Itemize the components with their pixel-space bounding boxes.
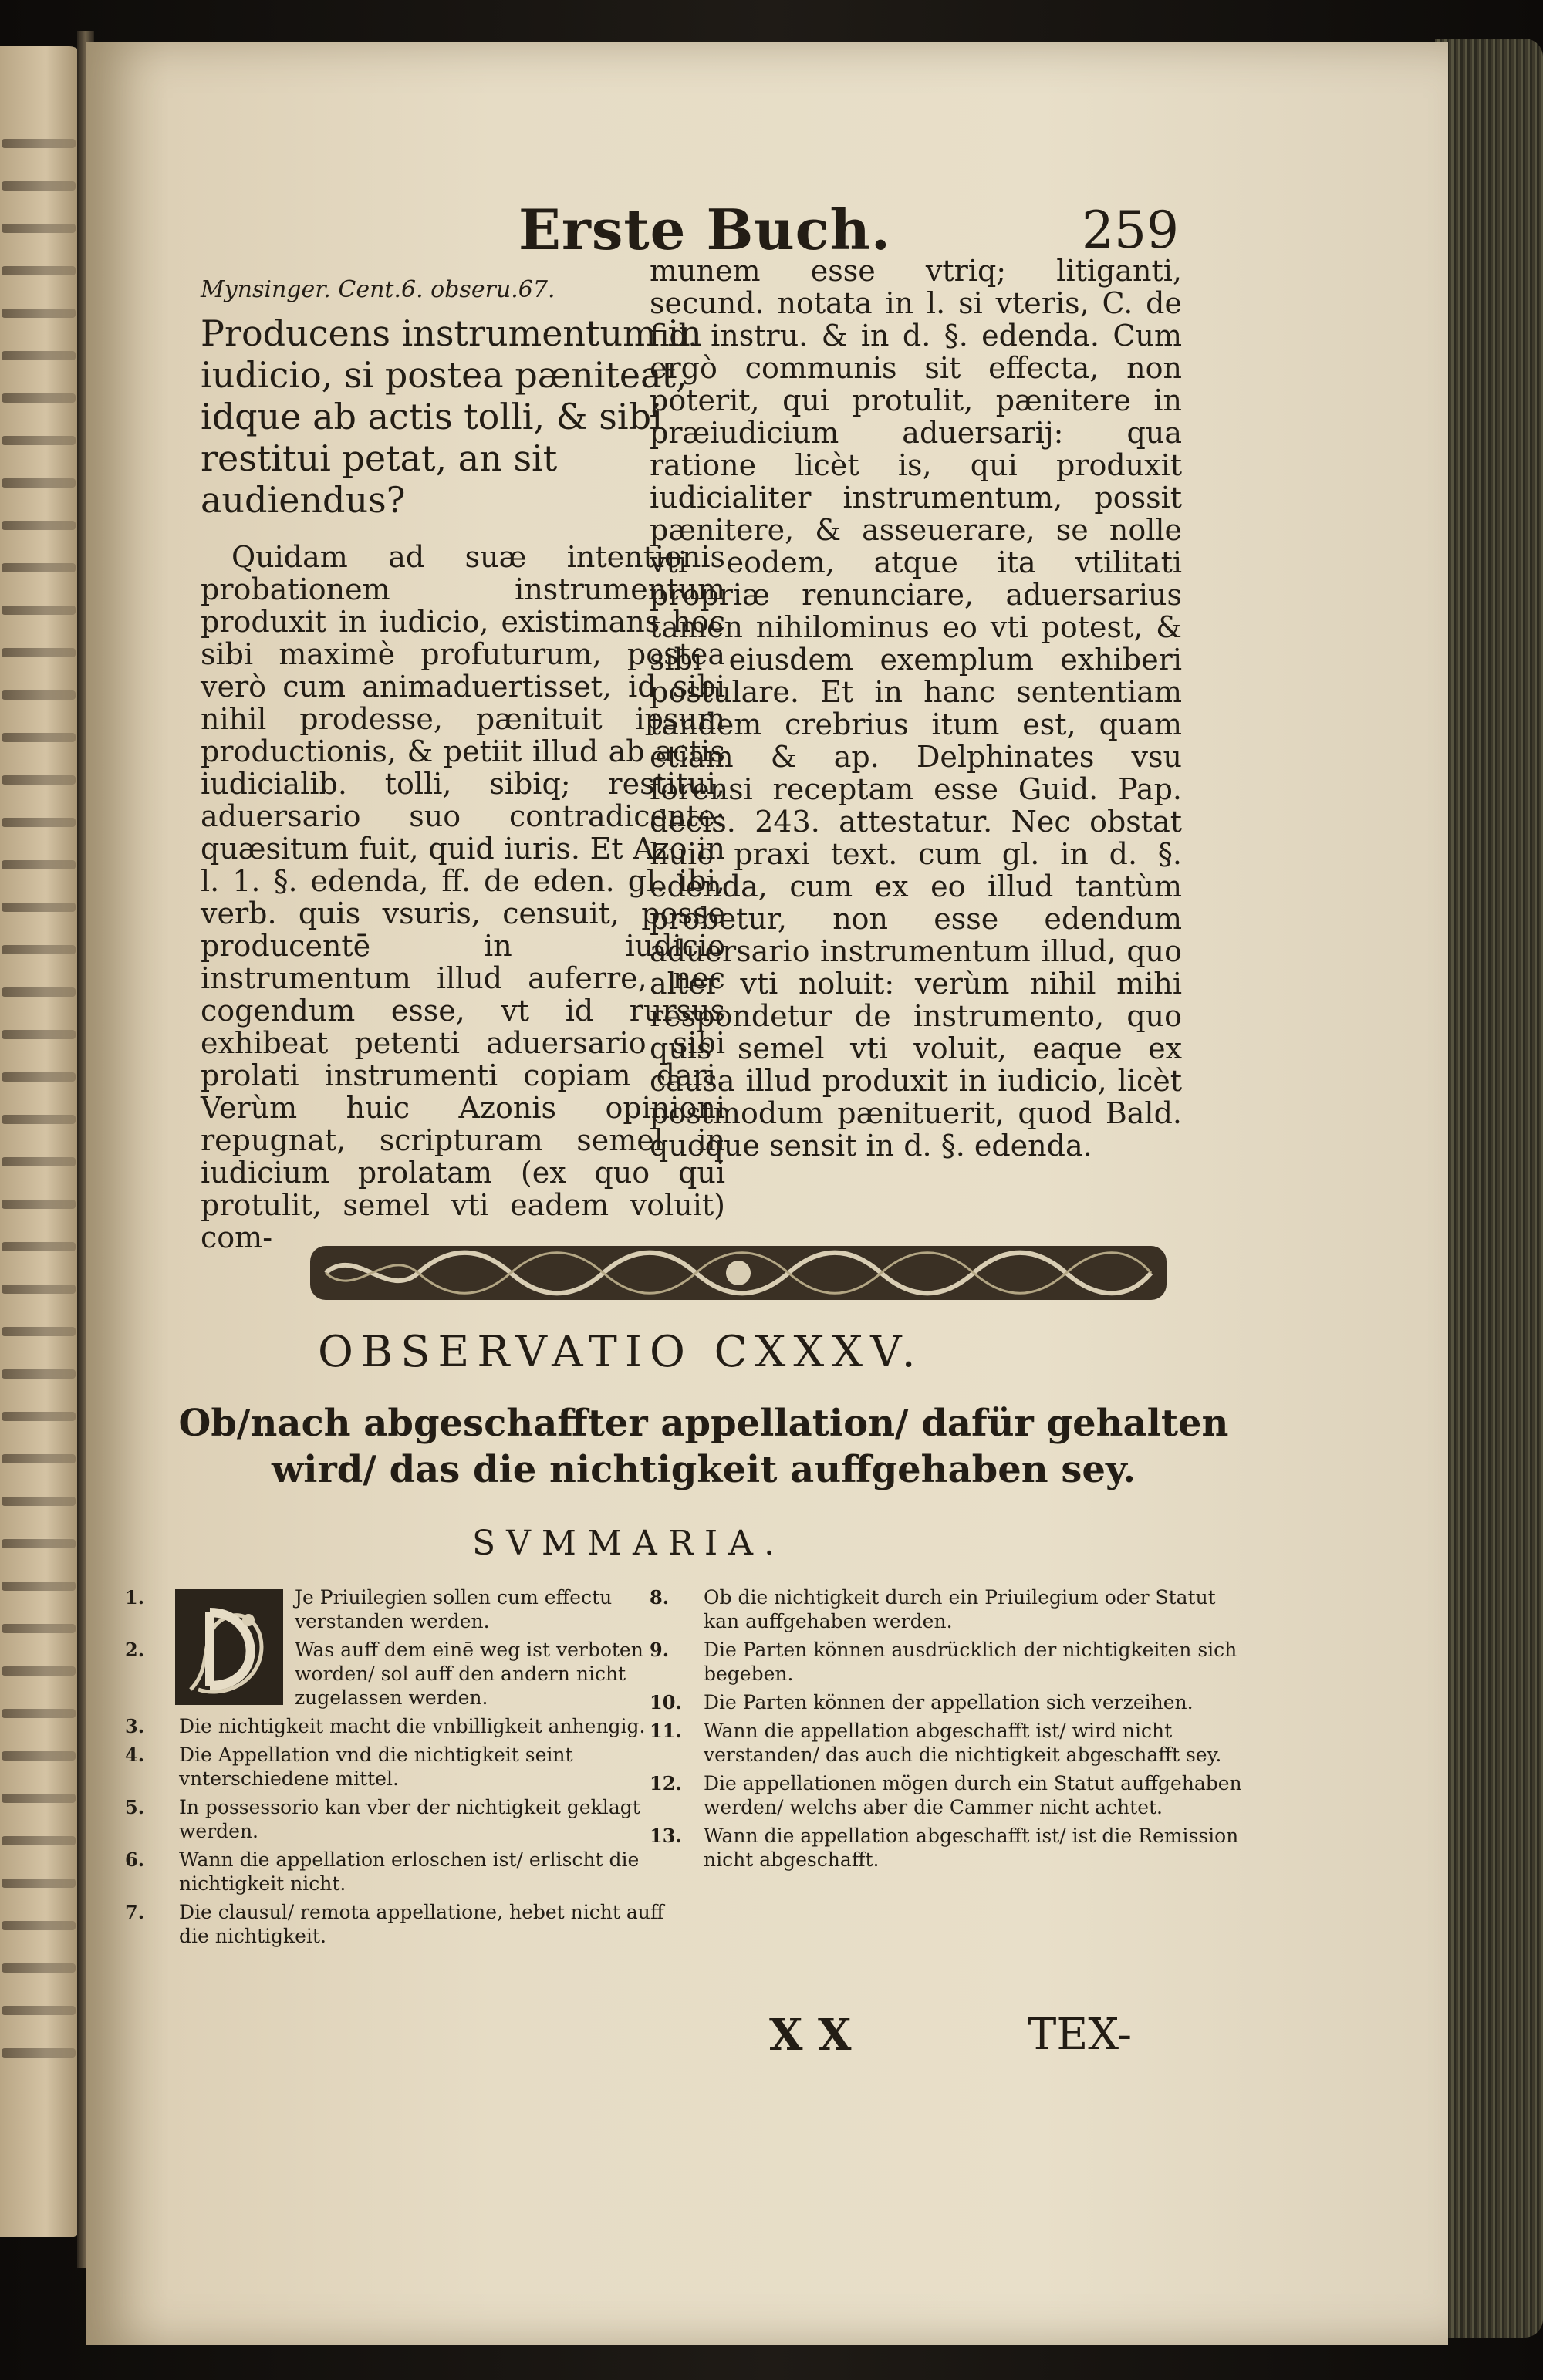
summary-text: Wann die appellation erloschen ist/ erlischt die nichtigkeit nicht. bbox=[179, 1848, 640, 1895]
page-edges bbox=[1435, 39, 1543, 2338]
list-item bbox=[650, 1824, 1244, 1872]
summary-number: 9. bbox=[650, 1639, 670, 1661]
citation: Mynsinger. Cent.6. obseru.67. bbox=[201, 276, 555, 303]
list-item bbox=[125, 1638, 665, 1710]
observation-heading bbox=[160, 1400, 1248, 1493]
question-heading: Producens instrumentum in iudicio, si postea pæniteat, idque ab actis tolli, & sibi restitui petat, an sit audiendus? bbox=[201, 312, 702, 521]
summary-number: 4. bbox=[125, 1744, 145, 1766]
list-item bbox=[125, 1585, 665, 1633]
summary-text: Die appellationen mögen durch ein Statut auffgehaben werden/ welchs aber die Cammer nicht achtet. bbox=[704, 1772, 1242, 1818]
list-item bbox=[125, 1714, 665, 1738]
signature-mark: X X bbox=[769, 2010, 852, 2061]
observation-heading-line-2: wird/ das die nichtigkeit auffgehaben sey. bbox=[271, 1448, 1136, 1491]
summary-number: 1. bbox=[125, 1586, 145, 1609]
running-head: Erste Buch. bbox=[518, 197, 891, 262]
book-page bbox=[86, 42, 1448, 2345]
page-number: 259 bbox=[1082, 201, 1179, 260]
right-column bbox=[650, 255, 1182, 1162]
list-item bbox=[125, 1743, 665, 1791]
summary-number: 11. bbox=[650, 1720, 682, 1742]
summaria-left-list bbox=[125, 1585, 665, 1953]
summary-number: 7. bbox=[125, 1901, 145, 1923]
list-item bbox=[650, 1771, 1244, 1819]
summary-text: Die clausul/ remota appellatione, hebet nicht auff die nichtigkeit. bbox=[179, 1901, 664, 1947]
summary-text: Was auff dem einē weg ist verboten worden/ sol auff den andern nicht zugelassen werden. bbox=[295, 1639, 643, 1709]
summary-number: 13. bbox=[650, 1825, 682, 1847]
summary-text: Die Appellation vnd die nichtigkeit seint vnterschiedene mittel. bbox=[179, 1744, 573, 1790]
summary-number: 10. bbox=[650, 1691, 682, 1713]
left-column bbox=[201, 274, 725, 1254]
summary-text: Je Priuilegien sollen cum effectu verstanden werden. bbox=[295, 1586, 613, 1632]
list-item bbox=[125, 1795, 665, 1843]
summary-number: 8. bbox=[650, 1586, 670, 1609]
summary-text: Die Parten können ausdrücklich der nichtigkeiten sich begeben. bbox=[704, 1639, 1237, 1685]
list-item bbox=[650, 1690, 1244, 1714]
list-item bbox=[125, 1900, 665, 1948]
summaria-label: SVMMARIA. bbox=[472, 1524, 786, 1563]
summaria-right-list bbox=[650, 1585, 1244, 1876]
summary-text: In possessorio kan vber der nichtigkeit geklagt werden. bbox=[179, 1796, 640, 1842]
catchword: TEX- bbox=[1028, 2010, 1133, 2060]
left-column-body: Quidam ad suæ intentionis probationem instrumentum produxit in iudicio, existimans hoc sibi maximè profuturum, postea verò cum animaduertisset, id sibi nihil prodesse, pænituit ipsum productionis, & petiit illud ab actis iudicialib. tolli, sibiq; restitui, aduersario suo contradicente: quæsitum fuit, quid iuris. Et Azo in l. 1. §. edenda, ff. de eden. gl. ibi, verb. quis vsuris, censuit, posse producentē in iudicio instrumentum illud auferre, nec cogendum esse, vt id rursus exhibeat petenti aduersario sibi prolati instrumenti copiam dari. Verùm huic Azonis opinioni repugnat, scripturam semel in iudicium prolatam (ex quo qui protulit, semel vti eadem voluit) com- bbox=[201, 540, 725, 1254]
previous-page-edge bbox=[0, 46, 83, 2237]
summary-number: 2. bbox=[125, 1639, 145, 1661]
list-item bbox=[650, 1638, 1244, 1686]
observation-heading-line-1: Ob/nach abgeschaffter appellation/ dafür gehalten bbox=[178, 1402, 1229, 1445]
summary-text: Wann die appellation abgeschafft ist/ ist die Remission nicht abgeschafft. bbox=[704, 1825, 1239, 1871]
right-column-body: munem esse vtriq; litiganti, secund. notata in l. si vteris, C. de fid. instru. & in d. §. edenda. Cum ergò communis sit effecta, non poterit, qui protulit, pænitere in præiudicium aduersarij: qua ratione licèt is, qui produxit iudicialiter instrumentum, possit pænitere, & asseuerare, se nolle vti eodem, atque ita vtilitati propriæ renunciare, aduersarius tamen nihilominus eo vti potest, & sibi eiusdem exemplum exhiberi postulare. Et in hanc sententiam tandem crebrius itum est, quam etiam & ap. Delphinates vsu forensi receptam esse Guid. Pap. decis. 243. attestatur. Nec obstat huic praxi text. cum gl. in d. §. edenda, cum ex eo illud tantùm probetur, non esse edendum aduersario instrumentum illud, quo alter vti noluit: verùm nihil mihi respondetur de instrumento, quo quis semel vti voluit, eaque ex causa illud produxit in iudicio, licèt postmodum pænituerit, quod Bald. quoque sensit in d. §. edenda. bbox=[650, 254, 1182, 1163]
ornament-band-icon bbox=[310, 1238, 1167, 1308]
list-item bbox=[650, 1719, 1244, 1767]
summary-text: Wann die appellation abgeschafft ist/ wird nicht verstanden/ das auch die nichtigkeit abgeschafft sey. bbox=[704, 1720, 1222, 1766]
summary-number: 5. bbox=[125, 1796, 145, 1818]
summary-text: Die nichtigkeit macht die vnbilligkeit anhengig. bbox=[179, 1715, 646, 1737]
summary-number: 3. bbox=[125, 1715, 145, 1737]
summary-text: Die Parten können der appellation sich verzeihen. bbox=[704, 1691, 1194, 1713]
list-item bbox=[125, 1848, 665, 1896]
list-item bbox=[650, 1585, 1244, 1633]
observation-title: OBSERVATIO CXXXV. bbox=[318, 1327, 923, 1377]
summary-text: Ob die nichtigkeit durch ein Priuilegium oder Statut kan auffgehaben werden. bbox=[704, 1586, 1216, 1632]
summary-number: 12. bbox=[650, 1772, 682, 1794]
summary-number: 6. bbox=[125, 1848, 145, 1871]
